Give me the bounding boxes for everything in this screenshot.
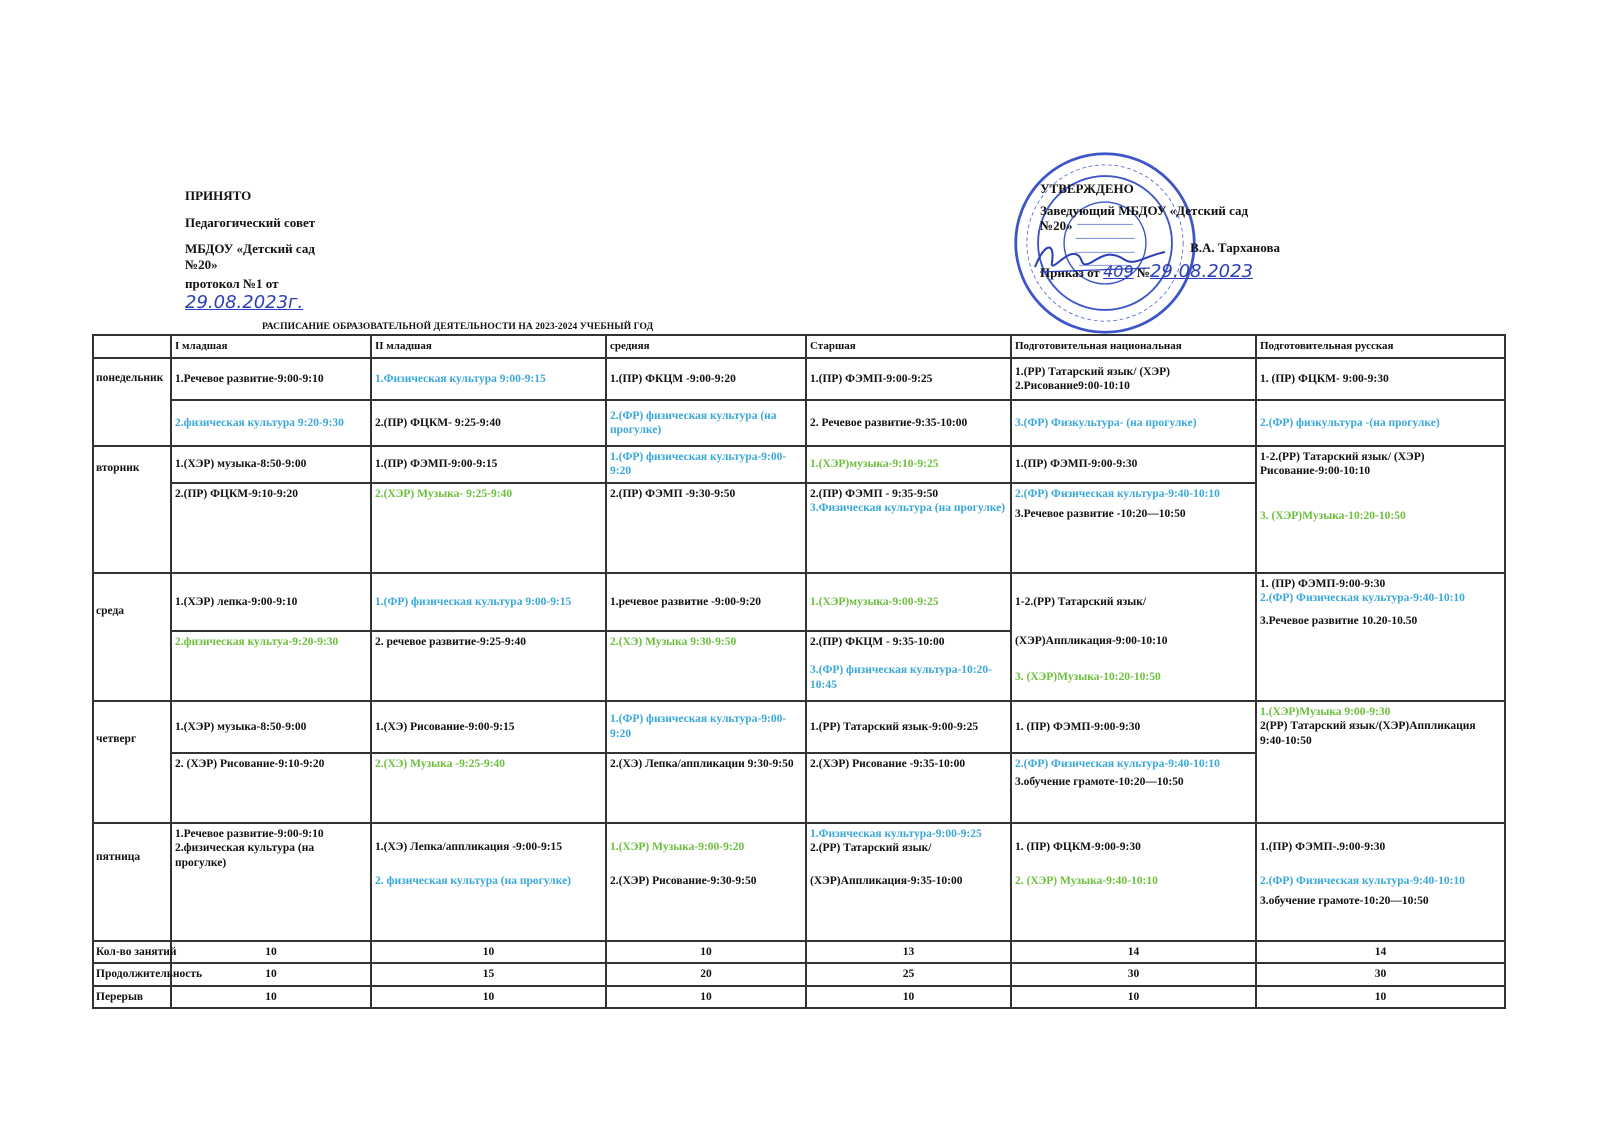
totals-label: Продолжительность xyxy=(93,963,171,985)
lesson-item: 3.обучение грамоте-10:20—10:50 xyxy=(1015,776,1184,789)
lesson-item: 1. (ПР) ФЭМП-9:00-9:30 xyxy=(1015,720,1141,733)
lesson-item: 3.(ФР) физическая культура-10:20-10:45 xyxy=(810,664,992,691)
header-cell: средняя xyxy=(606,335,806,358)
table-cell xyxy=(606,400,806,446)
lesson-item: 1-2.(РР) Татарский язык/ (ХЭР) Рисование-9:00-10:10 xyxy=(1260,451,1425,478)
total-value: 15 xyxy=(371,963,606,985)
header-cell: I младшая xyxy=(171,335,371,358)
table-cell xyxy=(171,631,371,701)
lesson-item: 2.(ХЭР) Рисование-9:30-9:50 xyxy=(610,874,757,887)
table-cell xyxy=(806,446,1011,483)
lesson-item: 2.(ФР) физическая культура (на прогулке) xyxy=(610,409,777,436)
lesson-item: 1.(ХЭ) Лепка/аппликация -9:00-9:15 xyxy=(375,841,563,854)
total-value: 14 xyxy=(1011,941,1256,963)
lesson-item: 1.(РР) Татарский язык-9:00-9:25 xyxy=(810,720,979,733)
total-value: 10 xyxy=(606,941,806,963)
table-cell xyxy=(606,358,806,400)
lesson-item: 1.(ФР) физическая культура-9:00-9:20 xyxy=(610,451,787,478)
lesson-item: 1.(ХЭР)музыка-9:10-9:25 xyxy=(810,458,939,471)
order-date-handwritten: 29.08.2023 xyxy=(1149,261,1254,283)
lesson-item: (ХЭР)Аппликация-9:35-10:00 xyxy=(810,874,963,887)
protocol-date-handwritten: 29.08.2023г. xyxy=(185,291,304,313)
table-cell xyxy=(1011,483,1256,573)
table-cell xyxy=(171,446,371,483)
lesson-item: 1.Речевое развитие-9:00-9:10 xyxy=(175,372,324,385)
total-value: 14 xyxy=(1256,941,1505,963)
table-cell xyxy=(606,871,806,941)
total-value: 10 xyxy=(171,986,371,1008)
total-value: 30 xyxy=(1011,963,1256,985)
accepted-council: Педагогический совет xyxy=(185,214,316,230)
table-cell xyxy=(171,701,371,753)
lesson-item: 2. Речевое развитие-9:35-10:00 xyxy=(810,416,968,429)
table-cell xyxy=(171,400,371,446)
lesson-item: 1.(ХЭР)музыка-9:00-9:25 xyxy=(810,595,939,608)
lesson-item: 2.(ФР) физкультура -(на прогулке) xyxy=(1260,416,1440,429)
lesson-item: 1.(ХЭР) лепка-9:00-9:10 xyxy=(175,595,298,608)
total-value: 30 xyxy=(1256,963,1505,985)
table-cell xyxy=(806,358,1011,400)
protocol-prefix: протокол №1 от xyxy=(185,276,279,292)
table-cell xyxy=(1011,631,1256,701)
table-cell xyxy=(1011,753,1256,823)
totals-row-duration xyxy=(93,963,1505,985)
lesson-item: 2.(РР) Татарский язык/ xyxy=(810,842,932,855)
table-cell xyxy=(606,483,806,573)
table-cell xyxy=(1256,823,1505,871)
lesson-item: 2.(ПР) ФКЦМ - 9:35-10:00 xyxy=(810,635,945,648)
table-cell xyxy=(371,446,606,483)
header-cell: Старшая xyxy=(806,335,1011,358)
table-cell xyxy=(1256,573,1505,701)
lesson-item: 2.(ФР) Физическая культура-9:40-10:10 xyxy=(1015,487,1220,500)
table-row xyxy=(93,358,1505,400)
schedule-title: РАСПИСАНИЕ ОБРАЗОВАТЕЛЬНОЙ ДЕЯТЕЛЬНОСТИ НА 2023-2024 УЧЕБНЫЙ ГОД xyxy=(262,322,654,332)
table-cell xyxy=(171,483,371,573)
table-cell xyxy=(1011,573,1256,631)
lesson-item: 2.(ХЭР) Музыка- 9:25-9:40 xyxy=(375,487,513,500)
total-value: 10 xyxy=(1256,986,1505,1008)
lesson-item: 1.Физическая культура-9:00-9:25 xyxy=(810,827,982,840)
table-cell xyxy=(1011,358,1256,400)
lesson-item: (ХЭР)Аппликация-9:00-10:10 xyxy=(1015,634,1168,647)
day-label: пятница xyxy=(93,823,171,941)
table-cell xyxy=(371,631,606,701)
lesson-item: 1.(ПР) ФКЦМ -9:00-9:20 xyxy=(610,372,736,385)
table-cell xyxy=(606,753,806,823)
totals-row-lessons xyxy=(93,941,1505,963)
lesson-item: 2.(ХЭР) Рисование -9:35-10:00 xyxy=(810,757,966,770)
day-label: вторник xyxy=(93,446,171,573)
lesson-item: 2. (ХЭР) Музыка-9:40-10:10 xyxy=(1015,874,1158,887)
lesson-item: 1.речевое развитие -9:00-9:20 xyxy=(610,595,761,608)
header-cell: Подготовительная русская xyxy=(1256,335,1505,358)
table-cell xyxy=(606,573,806,631)
lesson-item: 3.Речевое развитие -10:20—10:50 xyxy=(1015,508,1186,521)
lesson-item: 1.(ПР) ФЭМП-9:00-9:15 xyxy=(375,458,498,471)
table-cell xyxy=(806,871,1011,941)
approved-position: Заведующий МБДОУ «Детский сад №20» xyxy=(1040,202,1249,234)
order-number-handwritten: 409 xyxy=(1103,262,1134,282)
table-cell xyxy=(806,573,1011,631)
table-cell xyxy=(806,823,1011,871)
lesson-item: 1.(ФР) физическая культура-9:00-9:20 xyxy=(610,713,787,740)
lesson-item: 2.(ПР) ФЦКМ- 9:25-9:40 xyxy=(375,416,501,429)
table-cell xyxy=(806,400,1011,446)
lesson-item: 1.(ПР) ФЭМП-.9:00-9:30 xyxy=(1260,841,1386,854)
table-cell xyxy=(606,701,806,753)
total-value: 10 xyxy=(806,986,1011,1008)
lesson-item: 2.(ФР) Физическая культура-9:40-10:10 xyxy=(1015,757,1220,770)
total-value: 13 xyxy=(806,941,1011,963)
table-cell xyxy=(606,446,806,483)
lesson-item: 3.(ФР) Физкультура- (на прогулке) xyxy=(1015,416,1197,429)
table-cell xyxy=(806,631,1011,701)
table-cell xyxy=(1011,400,1256,446)
table-row xyxy=(93,823,1505,871)
table-cell xyxy=(1011,701,1256,753)
lesson-item: 1.Физическая культура 9:00-9:15 xyxy=(375,372,546,385)
lesson-item: 2.(ХЭ) Музыка -9:25-9:40 xyxy=(375,757,506,770)
order-prefix: Приказ от xyxy=(1040,265,1100,281)
totals-label: Кол-во занятий xyxy=(93,941,171,963)
schedule-table xyxy=(92,334,1506,1009)
total-value: 10 xyxy=(171,963,371,985)
table-cell xyxy=(371,483,606,573)
table-row xyxy=(93,701,1505,753)
lesson-item: 1. (ПР) ФЦКМ-9:00-9:30 xyxy=(1015,841,1141,854)
total-value: 25 xyxy=(806,963,1011,985)
table-cell xyxy=(171,823,371,941)
lesson-item: 3. (ХЭР)Музыка-10:20-10:50 xyxy=(1015,671,1161,684)
total-value: 10 xyxy=(371,986,606,1008)
total-value: 10 xyxy=(371,941,606,963)
handwritten-signature xyxy=(1030,232,1170,282)
lesson-item: 1.(ХЭР) музыка-8:50-9:00 xyxy=(175,720,307,733)
table-cell xyxy=(806,701,1011,753)
lesson-item: 2.физическая культура 9:20-9:30 xyxy=(175,416,344,429)
table-cell xyxy=(1011,871,1256,941)
day-label: среда xyxy=(93,573,171,701)
accepted-block xyxy=(185,188,385,325)
lesson-item: 2.(ФР) Физическая культура-9:40-10:10 xyxy=(1260,592,1465,605)
table-cell xyxy=(371,358,606,400)
table-cell xyxy=(1256,400,1505,446)
lesson-item: 2.Рисование9:00-10:10 xyxy=(1015,380,1130,392)
table-cell xyxy=(371,871,606,941)
lesson-item: 2.(ФР) Физическая культура-9:40-10:10 xyxy=(1260,874,1465,887)
table-cell xyxy=(371,400,606,446)
lesson-item: 1. (ПР) ФЭМП-9:00-9:30 xyxy=(1260,577,1386,590)
lesson-item: 2.(ПР) ФЭМП - 9:35-9:50 xyxy=(810,487,939,500)
day-label: понедельник xyxy=(93,358,171,446)
lesson-item: 1.(РР) Татарский язык/ (ХЭР) xyxy=(1015,365,1170,378)
lesson-item: 2. речевое развитие-9:25-9:40 xyxy=(375,635,526,648)
lesson-item: 2. (ХЭР) Рисование-9:10-9:20 xyxy=(175,757,325,770)
table-cell xyxy=(171,358,371,400)
table-cell xyxy=(806,753,1011,823)
lesson-item: 2.(ХЭ) Музыка 9:30-9:50 xyxy=(610,635,737,648)
table-cell xyxy=(1256,446,1505,573)
table-row xyxy=(93,573,1505,631)
table-cell xyxy=(606,823,806,871)
lesson-item: 1.(ПР) ФЭМП-9:00-9:25 xyxy=(810,372,933,385)
lesson-item: 1.(ФР) физическая культура 9:00-9:15 xyxy=(375,595,572,608)
table-row xyxy=(93,446,1505,483)
lesson-item: 1.(ХЭР) музыка-8:50-9:00 xyxy=(175,458,307,471)
table-cell xyxy=(171,573,371,631)
approved-signer: В.А. Тарханова xyxy=(1190,239,1280,255)
table-row xyxy=(93,400,1505,446)
total-value: 10 xyxy=(606,986,806,1008)
accepted-protocol xyxy=(185,276,385,313)
header-cell xyxy=(93,335,171,358)
table-cell xyxy=(371,753,606,823)
table-cell xyxy=(1256,701,1505,823)
lesson-item: 2. физическая культура (на прогулке) xyxy=(375,874,572,887)
table-cell xyxy=(371,573,606,631)
lesson-item: 2.физическая культура (на прогулке) xyxy=(175,842,315,869)
lesson-item: 1.(ХЭР) Музыка-9:00-9:20 xyxy=(610,841,745,854)
lesson-item: 1-2.(РР) Татарский язык/ xyxy=(1015,596,1147,609)
lesson-item: 1.(ХЭ) Рисование-9:00-9:15 xyxy=(375,720,515,733)
approved-title: УТВЕРЖДЕНО xyxy=(1040,181,1134,196)
table-cell xyxy=(1011,446,1256,483)
table-cell xyxy=(371,823,606,871)
table-cell xyxy=(606,631,806,701)
lesson-item: 3.Речевое развитие 10.20-10.50 xyxy=(1260,614,1418,627)
lesson-item: 1.Речевое развитие-9:00-9:10 xyxy=(175,827,324,840)
lesson-item: 2.(ПР) ФЭМП -9:30-9:50 xyxy=(610,487,736,500)
totals-row-break xyxy=(93,986,1505,1008)
table-cell xyxy=(371,701,606,753)
table-cell xyxy=(171,753,371,823)
order-no-label: № xyxy=(1136,265,1150,281)
header-row xyxy=(93,335,1505,358)
totals-label: Перерыв xyxy=(93,986,171,1008)
lesson-item: 2.(ХЭ) Лепка/аппликации 9:30-9:50 xyxy=(610,757,794,770)
accepted-institution: МБДОУ «Детский сад №20» xyxy=(185,241,315,272)
accepted-title: ПРИНЯТО xyxy=(185,188,252,203)
lesson-item: 2(РР) Татарский язык/(ХЭР)Аппликация 9:40-10:50 xyxy=(1260,720,1476,747)
lesson-item: 3.обучение грамоте-10:20—10:50 xyxy=(1260,895,1429,908)
lesson-item: 3.Физическая культура (на прогулке) xyxy=(810,502,1006,515)
day-label: четверг xyxy=(93,701,171,823)
lesson-item: 2.физическая культуа-9:20-9:30 xyxy=(175,635,339,648)
header-cell: Подготовительная национальная xyxy=(1011,335,1256,358)
table-cell xyxy=(1011,823,1256,871)
total-value: 20 xyxy=(606,963,806,985)
header-cell: II младшая xyxy=(371,335,606,358)
total-value: 10 xyxy=(1011,986,1256,1008)
total-value: 10 xyxy=(171,941,371,963)
lesson-item: 1. (ПР) ФЦКМ- 9:00-9:30 xyxy=(1260,372,1389,385)
table-cell xyxy=(1256,871,1505,941)
lesson-item: 1.(ХЭР)Музыка 9:00-9:30 xyxy=(1260,705,1391,718)
lesson-item: 1.(ПР) ФЭМП-9:00-9:30 xyxy=(1015,458,1138,471)
table-cell xyxy=(1256,358,1505,400)
lesson-item: 3. (ХЭР)Музыка-10:20-10:50 xyxy=(1260,509,1406,522)
table-cell xyxy=(806,483,1011,573)
lesson-item: 2.(ПР) ФЦКМ-9:10-9:20 xyxy=(175,487,298,500)
